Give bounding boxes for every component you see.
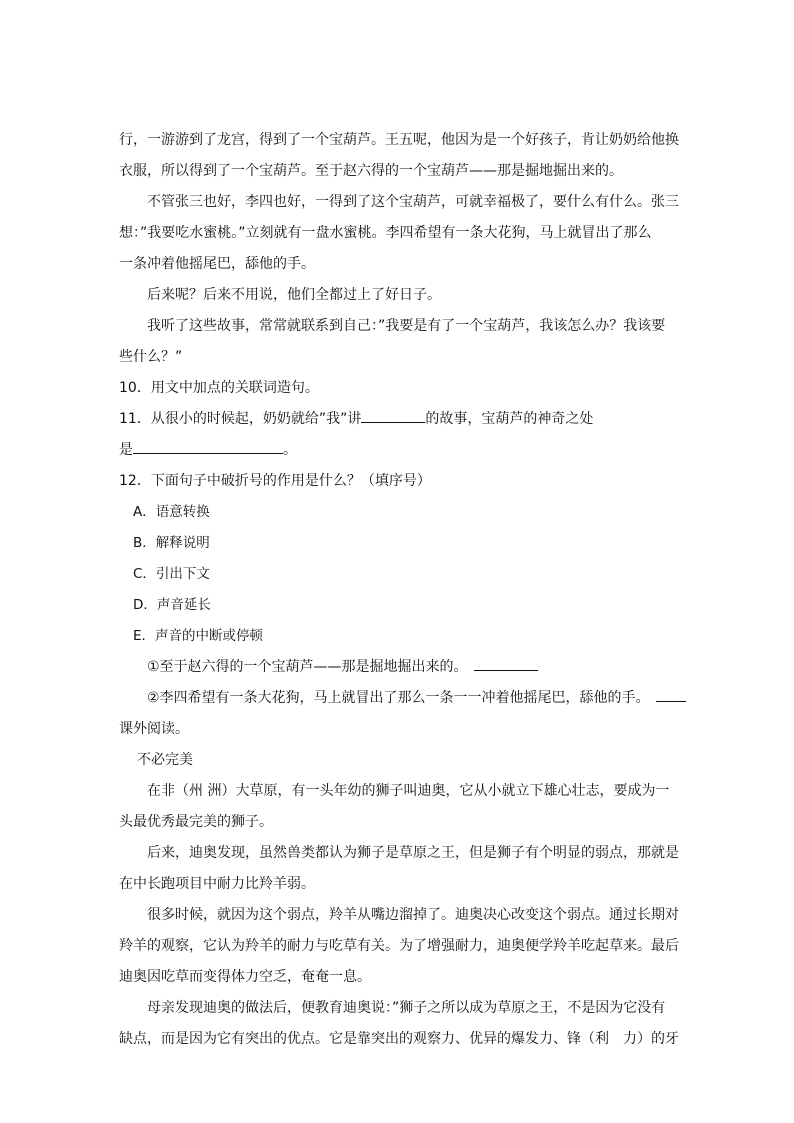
question-11-text: 11．从很小的时候起，奶奶就给”我”讲 xyxy=(119,411,362,427)
story2-line: 后来，迪奥发现，虽然兽类都认为狮子是草原之王，但是狮子有个明显的弱点，那就是 xyxy=(147,845,679,861)
question-10: 10．用文中加点的关联词造句。 xyxy=(119,380,319,396)
option-a: A．语意转换 xyxy=(133,504,210,520)
question-11-text: 的故事，宝葫芦的神奇之处 xyxy=(425,411,594,427)
story1-line: 我听了这些故事，常常就联系到自己：”我要是有了一个宝葫芦，我该怎么办？我该要 xyxy=(147,318,666,334)
option-e: E．声音的中断或停顿 xyxy=(133,628,264,644)
option-c: C．引出下文 xyxy=(133,566,210,582)
story2-line: 母亲发现迪奥的做法后，便教育迪奥说：”狮子之所以成为草原之王，不是因为它没有 xyxy=(147,1000,666,1016)
answer-blank[interactable] xyxy=(361,408,425,423)
question-12: 12．下面句子中破折号的作用是什么？（填序号） xyxy=(119,473,431,489)
answer-blank[interactable] xyxy=(656,687,686,702)
story1-line: 后来呢？后来不用说，他们全都过上了好日子。 xyxy=(147,287,441,303)
question-11 xyxy=(119,408,679,430)
story2-line: 头最优秀最完美的狮子。 xyxy=(119,814,273,830)
question-11-text: 是 xyxy=(119,442,133,458)
option-d: D．声音延长 xyxy=(133,597,211,613)
story1-line: 一条冲着他摇尾巴，舔他的手。 xyxy=(119,256,315,272)
sentence-1 xyxy=(147,656,707,678)
passage-title: 不必完美 xyxy=(137,752,193,768)
story1-line: 不管张三也好，李四也好，一得到了这个宝葫芦，可就幸福极了，要什么有什么。张三 xyxy=(147,194,679,210)
story1-line: 行，一游游到了龙宫，得到了一个宝葫芦。王五呢，他因为是一个好孩子，肯让奶奶给他换 xyxy=(119,132,679,148)
sentence-2 xyxy=(147,687,682,709)
story2-line: 很多时候，就因为这个弱点，羚羊从嘴边溜掉了。迪奥决心改变这个弱点。通过长期对 xyxy=(147,907,679,923)
question-11-text: 。 xyxy=(283,442,297,458)
story2-line: 羚羊的观察，它认为羚羊的耐力与吃草有关。为了增强耐力，迪奥便学羚羊吃起草来。最后 xyxy=(119,938,679,954)
story2-line: 迪奥因吃草而变得体力空乏，奄奄一息。 xyxy=(119,969,371,985)
story2-line: 在非（州 洲）大草原，有一头年幼的狮子叫迪奥，它从小就立下雄心壮志，要成为一 xyxy=(147,783,670,799)
sentence-2-text: ②李四希望有一条大花狗，马上就冒出了那么一条一一冲着他摇尾巴，舔他的手。 xyxy=(147,690,650,706)
section-heading: 课外阅读。 xyxy=(119,721,189,737)
question-11-continued xyxy=(119,439,679,461)
sentence-1-text: ①至于赵六得的一个宝葫芦——那是掘地掘出来的。 xyxy=(147,659,468,675)
option-b: B．解释说明 xyxy=(133,535,210,551)
story2-line: 缺点，而是因为它有突出的优点。它是靠突出的观察力、优异的爆发力、锋（利 力）的牙 xyxy=(119,1031,679,1047)
story2-line: 在中长跑项目中耐力比羚羊弱。 xyxy=(119,876,315,892)
story1-line: 衣服，所以得到了一个宝葫芦。至于赵六得的一个宝葫芦——那是掘地掘出来的。 xyxy=(119,163,623,179)
story1-line: 想：”我要吃水蜜桃。”立刻就有一盘水蜜桃。李四希望有一条大花狗，马上就冒出了那么 xyxy=(119,225,652,241)
answer-blank[interactable] xyxy=(474,656,538,671)
story1-line: 些什么？” xyxy=(119,349,183,365)
answer-blank[interactable] xyxy=(133,439,283,454)
